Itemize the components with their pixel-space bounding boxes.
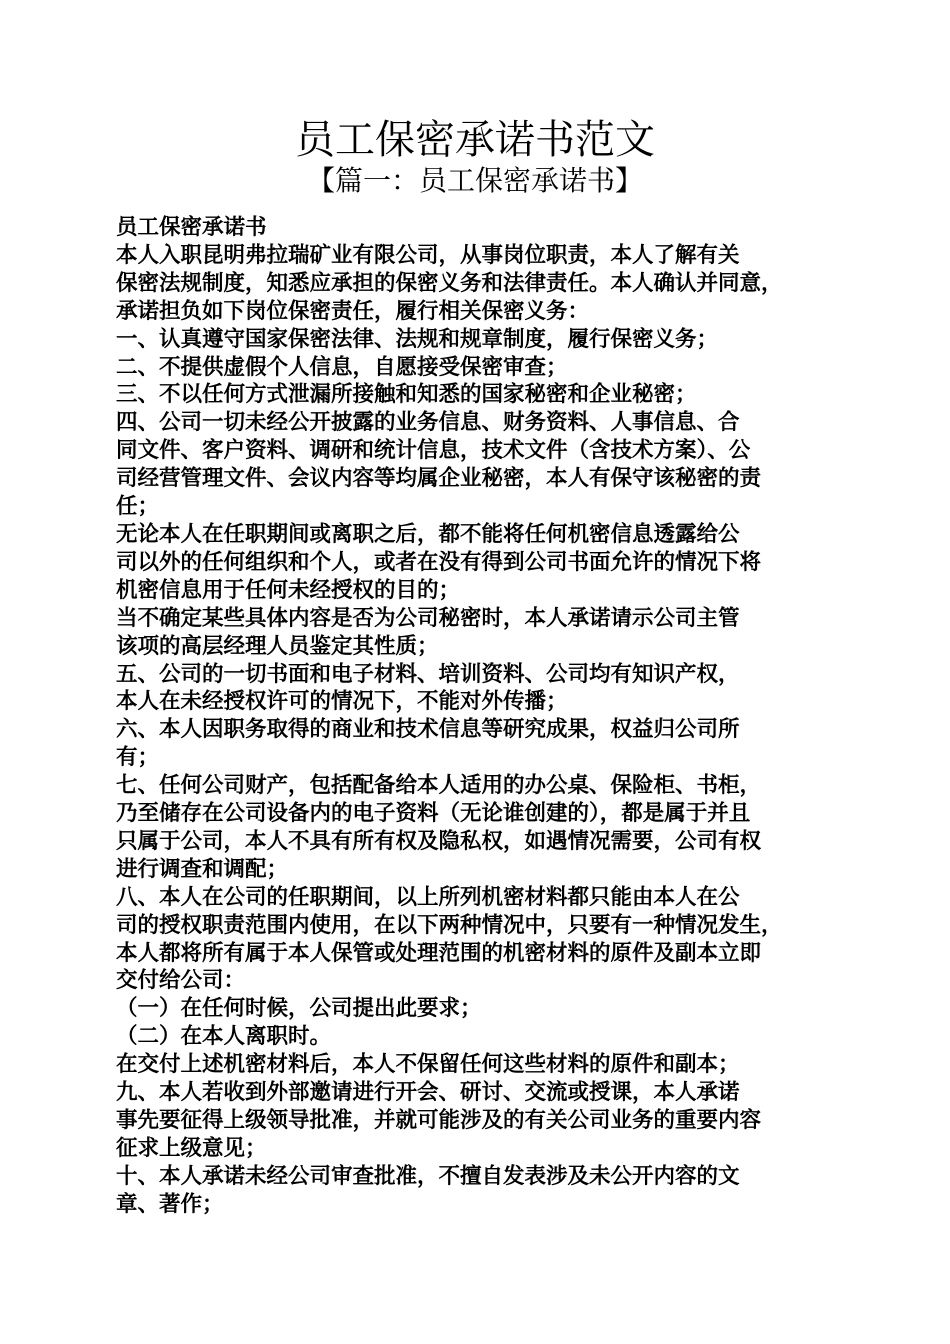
body-line: 交付给公司： — [116, 968, 246, 994]
document-body — [116, 214, 852, 1219]
body-line: 任； — [116, 494, 160, 520]
body-line: 进行调查和调配； — [116, 856, 289, 882]
body-line: 机密信息用于任何未经授权的目的； — [116, 577, 461, 603]
body-line: 章、著作； — [116, 1191, 224, 1217]
body-line: （一）在任何时候，公司提出此要求； — [116, 996, 482, 1022]
body-line: 一、认真遵守国家保密法律、法规和规章制度，履行保密义务； — [116, 326, 719, 352]
body-line: 员工保密承诺书 — [116, 215, 267, 240]
body-line: 该项的高层经理人员鉴定其性质； — [116, 633, 439, 659]
body-line: 六、本人因职务取得的商业和技术信息等研究成果，权益归公司所 — [116, 717, 740, 743]
document-title: 员工保密承诺书范文 — [295, 117, 655, 163]
body-line: 五、公司的一切书面和电子材料、培训资料、公司均有知识产权， — [116, 661, 740, 687]
body-line: （二）在本人离职时。 — [116, 1024, 332, 1050]
body-line: 事先要征得上级领导批准，并就可能涉及的有关公司业务的重要内容 — [116, 1108, 762, 1133]
body-line: 十、本人承诺未经公司审查批准，不擅自发表涉及未公开内容的文 — [116, 1163, 740, 1189]
body-line: 四、公司一切未经公开披露的业务信息、财务资料、人事信息、合 — [116, 410, 740, 436]
body-line: 乃至储存在公司设备内的电子资料（无论谁创建的），都是属于并且 — [116, 801, 751, 827]
body-line: 保密法规制度，知悉应承担的保密义务和法律责任。本人确认并同意， — [116, 270, 783, 296]
body-line: 二、不提供虚假个人信息，自愿接受保密审查； — [116, 354, 568, 380]
body-line: 在交付上述机密材料后，本人不保留任何这些材料的原件和副本； — [116, 1052, 740, 1078]
body-line: 司以外的任何组织和个人，或者在没有得到公司书面允许的情况下将 — [116, 549, 762, 575]
body-line: 司经营管理文件、会议内容等均属企业秘密，本人有保守该秘密的责 — [116, 466, 762, 492]
body-line: 本人都将所有属于本人保管或处理范围的机密材料的原件及副本立即 — [116, 940, 762, 966]
body-line: 当不确定某些具体内容是否为公司秘密时，本人承诺请示公司主管 — [116, 605, 740, 631]
body-line: 有； — [116, 745, 160, 771]
body-line: 无论本人在任职期间或离职之后，都不能将任何机密信息透露给公 — [116, 521, 740, 547]
body-line: 司的授权职责范围内使用，在以下两种情况中，只要有一种情况发生， — [116, 912, 783, 938]
body-line: 三、不以任何方式泄漏所接触和知悉的国家秘密和企业秘密； — [116, 382, 697, 408]
body-line: 本人在未经授权许可的情况下，不能对外传播； — [116, 689, 568, 715]
body-line: 八、本人在公司的任职期间，以上所列机密材料都只能由本人在公 — [116, 884, 740, 910]
body-line: 承诺担负如下岗位保密责任，履行相关保密义务： — [116, 298, 590, 324]
body-line: 同文件、客户资料、调研和统计信息，技术文件（含技术方案）、公 — [116, 438, 751, 464]
body-line: 七、任何公司财产，包括配备给本人适用的办公桌、保险柜、书柜， — [116, 773, 762, 799]
body-line: 征求上级意见； — [116, 1135, 267, 1161]
body-line: 九、本人若收到外部邀请进行开会、研讨、交流或授课，本人承诺 — [116, 1080, 740, 1106]
body-line: 只属于公司，本人不具有所有权及隐私权，如遇情况需要，公司有权 — [116, 828, 762, 854]
document-subtitle: 【篇一：员工保密承诺书】 — [306, 164, 643, 197]
body-line: 本人入职昆明弗拉瑞矿业有限公司，从事岗位职责，本人了解有关 — [116, 242, 740, 268]
